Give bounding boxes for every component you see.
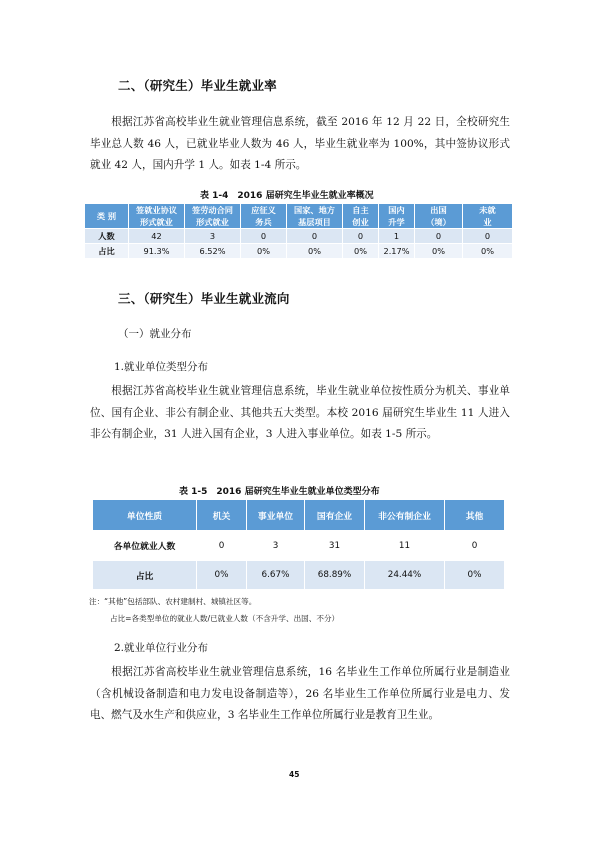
table-cell: 0% — [287, 244, 343, 259]
table-header-row — [85, 204, 513, 229]
table-cell: 0% — [343, 244, 379, 259]
header-cell: 出国 （境） — [415, 204, 463, 229]
paragraph-industry: 根据江苏省高校毕业生就业管理信息系统，16 名毕业生工作单位所属行业是制造业（含机械设备制造和电力发电设备制造等），26 名毕业生工作单位所属行业是电力、发电、燃气及水生产和供应业，3 名毕业生工作单位所属行业是教育卫生业。 — [90, 666, 510, 721]
table-row — [93, 561, 505, 590]
table-1-4-caption: 表 1-4 2016 届研究生毕业生就业率概况 — [200, 191, 374, 201]
table-cell: 0% — [463, 244, 513, 259]
table-cell: 0 — [463, 229, 513, 244]
table-header-row — [93, 500, 505, 531]
header-cell: 应征义 务兵 — [241, 204, 287, 229]
header-cell: 自主 创业 — [343, 204, 379, 229]
row-label: 占比 — [85, 244, 129, 259]
subheading-distribution: （一）就业分布 — [118, 328, 192, 340]
table-cell: 3 — [185, 229, 241, 244]
table-cell: 6.52% — [185, 244, 241, 259]
table-note-ratio: 占比=各类型单位的就业人数/已就业人数（不含升学、出国、不分） — [110, 614, 340, 623]
header-cell: 国有企业 — [305, 500, 365, 531]
table-cell: 1 — [379, 229, 415, 244]
table-cell: 0 — [197, 531, 247, 561]
table-cell: 0 — [445, 531, 505, 561]
table-cell: 31 — [305, 531, 365, 561]
paragraph-unit-type: 根据江苏省高校毕业生就业管理信息系统，毕业生就业单位按性质分为机关、事业单位、国有企业、非公有制企业、其他共五大类型。本校 2016 届研究生毕业生 11 人进入非公有制企业，31 人进入国有企业，3 人进入事业单位。如表 1-5 所示。 — [90, 385, 510, 440]
section-heading-employment-rate: 二、（研究生）毕业生就业率 — [118, 78, 277, 93]
header-cell: 单位性质 — [93, 500, 197, 531]
header-cell: 未就 业 — [463, 204, 513, 229]
row-label: 各单位就业人数 — [93, 531, 197, 561]
table-cell: 68.89% — [305, 561, 365, 590]
table-cell: 0 — [287, 229, 343, 244]
table-cell: 0% — [197, 561, 247, 590]
section-heading-employment-flow: 三、（研究生）毕业生就业流向 — [118, 291, 290, 306]
header-cell: 非公有制企业 — [365, 500, 445, 531]
page-number: 45 — [289, 770, 300, 779]
table-cell: 6.67% — [247, 561, 305, 590]
table-note-other: 注：“其他”包括部队、农村建制村、城镇社区等。 — [89, 597, 257, 606]
header-cell: 签就业协议 形式就业 — [129, 204, 185, 229]
header-cell: 机关 — [197, 500, 247, 531]
table-cell: 2.17% — [379, 244, 415, 259]
table-cell: 0% — [445, 561, 505, 590]
header-cell: 国内 升学 — [379, 204, 415, 229]
header-cell: 签劳动合同 形式就业 — [185, 204, 241, 229]
table-1-5 — [92, 499, 505, 590]
table-row — [93, 531, 505, 561]
table-cell: 42 — [129, 229, 185, 244]
row-label: 占比 — [93, 561, 197, 590]
header-cell: 事业单位 — [247, 500, 305, 531]
table-row — [85, 244, 513, 259]
table-1-4 — [84, 203, 513, 259]
header-cell: 类 别 — [85, 204, 129, 229]
table-cell: 0 — [241, 229, 287, 244]
subheading-unit-type: 1.就业单位类型分布 — [114, 361, 209, 373]
header-cell: 国家、地方 基层项目 — [287, 204, 343, 229]
subheading-industry: 2.就业单位行业分布 — [114, 642, 209, 654]
table-cell: 91.3% — [129, 244, 185, 259]
row-label: 人数 — [85, 229, 129, 244]
table-row — [85, 229, 513, 244]
table-cell: 0 — [415, 229, 463, 244]
table-cell: 0 — [343, 229, 379, 244]
paragraph-employment-rate: 根据江苏省高校毕业生就业管理信息系统，截至 2016 年 12 月 22 日，全校研究生毕业总人数 46 人，已就业毕业人数为 46 人，毕业生就业率为 100%，其中签协议形式就业 42 人，国内升学 1 人。如表 1-4 所示。 — [90, 116, 510, 171]
header-cell: 其他 — [445, 500, 505, 531]
table-cell: 11 — [365, 531, 445, 561]
table-cell: 24.44% — [365, 561, 445, 590]
table-cell: 0% — [415, 244, 463, 259]
table-cell: 3 — [247, 531, 305, 561]
table-1-5-caption: 表 1-5 2016 届研究生毕业生就业单位类型分布 — [179, 487, 380, 497]
table-cell: 0% — [241, 244, 287, 259]
